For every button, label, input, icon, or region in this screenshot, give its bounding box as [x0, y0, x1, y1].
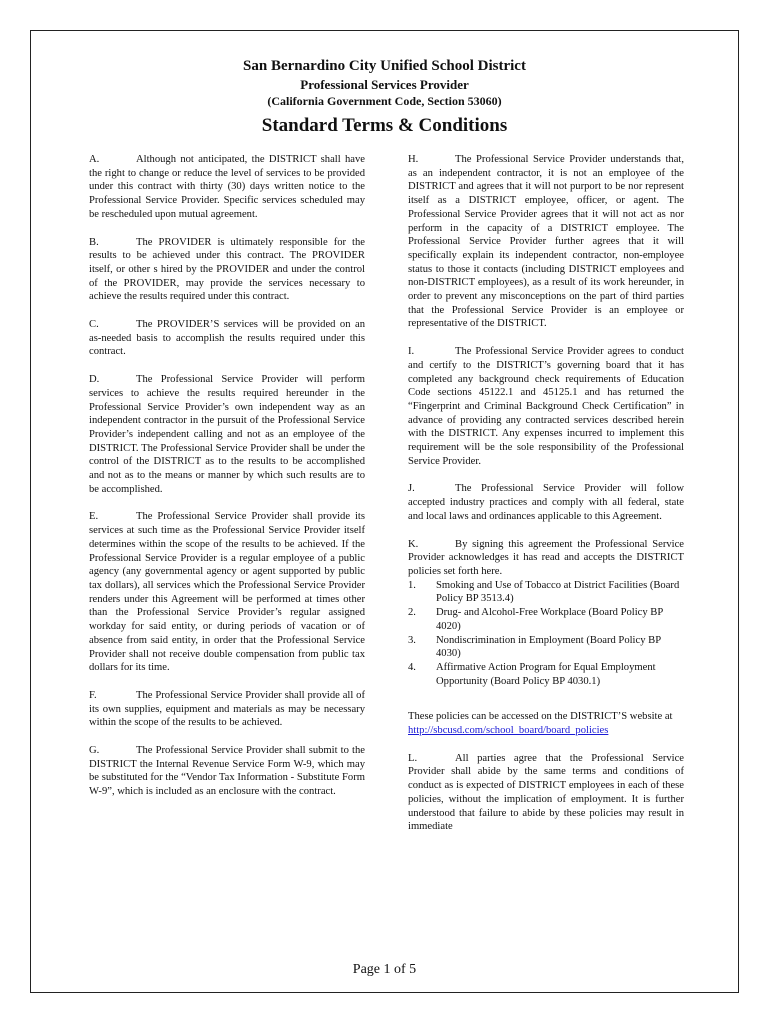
paragraph-k: K. By signing this agreement the Professional Service Provider acknowledges it has read and accepts the DISTRICT policies set forth here.: [408, 538, 684, 577]
paragraph-f: F. The Professional Service Provider shall provide all of its own supplies, equipment and materials as may be necessary within the scope of the results to be achieved.: [89, 689, 365, 729]
district-name: San Bernardino City Unified School District: [243, 58, 526, 74]
policy-list: [408, 579, 684, 689]
paragraph-h: H. The Professional Service Provider understands that, as an independent contractor, it is not an employee of the DISTRICT and agrees that it will not purport to be nor represent itself as a DISTRICT employee, officer, or agent. The Professional Service Provider agrees that it will not act as nor perform in the capacity of a DISTRICT employee. The Professional Service Provider further agrees that it will specifically explain its independent contractor, non-employee status to those it contacts (including DISTRICT employees and non-DISTRICT employees), as a result of its work hereunder, in order to prevent any misconceptions on the part of third parties that the Professional Service Provider is an employee or representative of the DISTRICT.: [408, 154, 684, 330]
list-item: 1. Smoking and Use of Tobacco at District Facilities (Board Policy BP 3513.4): [408, 579, 680, 605]
paragraph-g: G. The Professional Service Provider shall submit to the DISTRICT the Internal Revenue Service Form W-9, which may be substituted for the “Vendor Tax Information - Substitute Form W-9”, which is included as an enclosure with the contract.: [89, 745, 365, 798]
document-page: [30, 30, 739, 993]
paragraph-e: E. The Professional Service Provider shall provide its services at such time as the Professional Service Provider itself determines within the scope of the results to be achieved. If the Professional Service Provider is a regular employee of a public agency (any governmental agency or agent supported by public tax dollars), all services which the Professional Service Provider renders under this Agreement will be performed at times other than the Professional Service Provider’s regular assigned workday for said entity, or during periods of vacation or of absence from said entity, in order that the Professional Service Provider shall not receive double compensation from public tax dollars for its time.: [89, 511, 365, 674]
left-column: [89, 153, 365, 813]
paragraph-a: A. Although not anticipated, the DISTRICT shall have the right to change or reduce the level of services to be provided under this contract with thirty (30) days written notice to the Professional Service Provider. Specific services scheduled may be rescheduled upon mutual agreement.: [89, 154, 365, 220]
list-item: 4. Affirmative Action Program for Equal Employment Opportunity (Board Policy BP 4030.1): [408, 661, 656, 687]
paragraph-d: D. The Professional Service Provider will perform services to achieve the results required hereunder in the Professional Service Provider’s own independent way as an independent contractor in the pursuit of the Professional Service Provider’s independent calling and not as an employee of the DISTRICT. The Professional Service Provider shall be under the control of the DISTRICT as to the results to be accomplished and not as to the means or manner by which such results are to be accomplished.: [89, 374, 365, 495]
page-number: Page 1 of 5: [352, 962, 417, 977]
paragraph-b: B. The PROVIDER is ultimately responsible for the results to be achieved under this contract. The PROVIDER itself, or other s hired by the PROVIDER and under the control of the PROVIDER, may provide the services necessary to achieve the results required under this contract.: [89, 236, 365, 303]
right-column: [408, 153, 684, 848]
board-policies-link[interactable]: http://sbcusd.com/school_board/board_policies: [408, 725, 609, 737]
list-item: 3. Nondiscrimination in Employment (Board Policy BP 4030): [408, 634, 661, 660]
provider-heading: Professional Services Provider: [300, 77, 469, 92]
page-title: Standard Terms & Conditions: [261, 115, 508, 136]
list-item: 2. Drug- and Alcohol-Free Workplace (Board Policy BP 4020): [408, 607, 663, 632]
document-header: [31, 57, 738, 138]
paragraph-i: I. The Professional Service Provider agrees to conduct and certify to the DISTRICT’s governing board that it has completed any background check requirements of Education Code sections 45122.1 and 45125.1 and has returned the “Fingerprint and Criminal Background Check Certification” in advance of providing any contracted services described herein with the DISTRICT. Any expenses incurred to implement this requirement will be the sole responsibility of the Professional Service Provider.: [408, 346, 684, 467]
code-reference: (California Government Code, Section 53060): [267, 94, 502, 108]
paragraph-c: C. The PROVIDER’S services will be provided on an as-needed basis to accomplish the results required under this contract.: [89, 319, 365, 358]
paragraph-l: L. All parties agree that the Professional Service Provider shall abide by the same terms and conditions of conduct as is expected of DISTRICT employees in each of these policies, without the implication of employment. It is further understood that failure to abide by these policies may result in immediate: [408, 752, 684, 833]
policies-note: These policies can be accessed on the DISTRICT’S website at http://sbcusd.com/school_board/board_policies: [408, 711, 673, 737]
paragraph-j: J. The Professional Service Provider will follow accepted industry practices and comply with all federal, state and local laws and ordinances applicable to this Agreement.: [408, 483, 684, 522]
